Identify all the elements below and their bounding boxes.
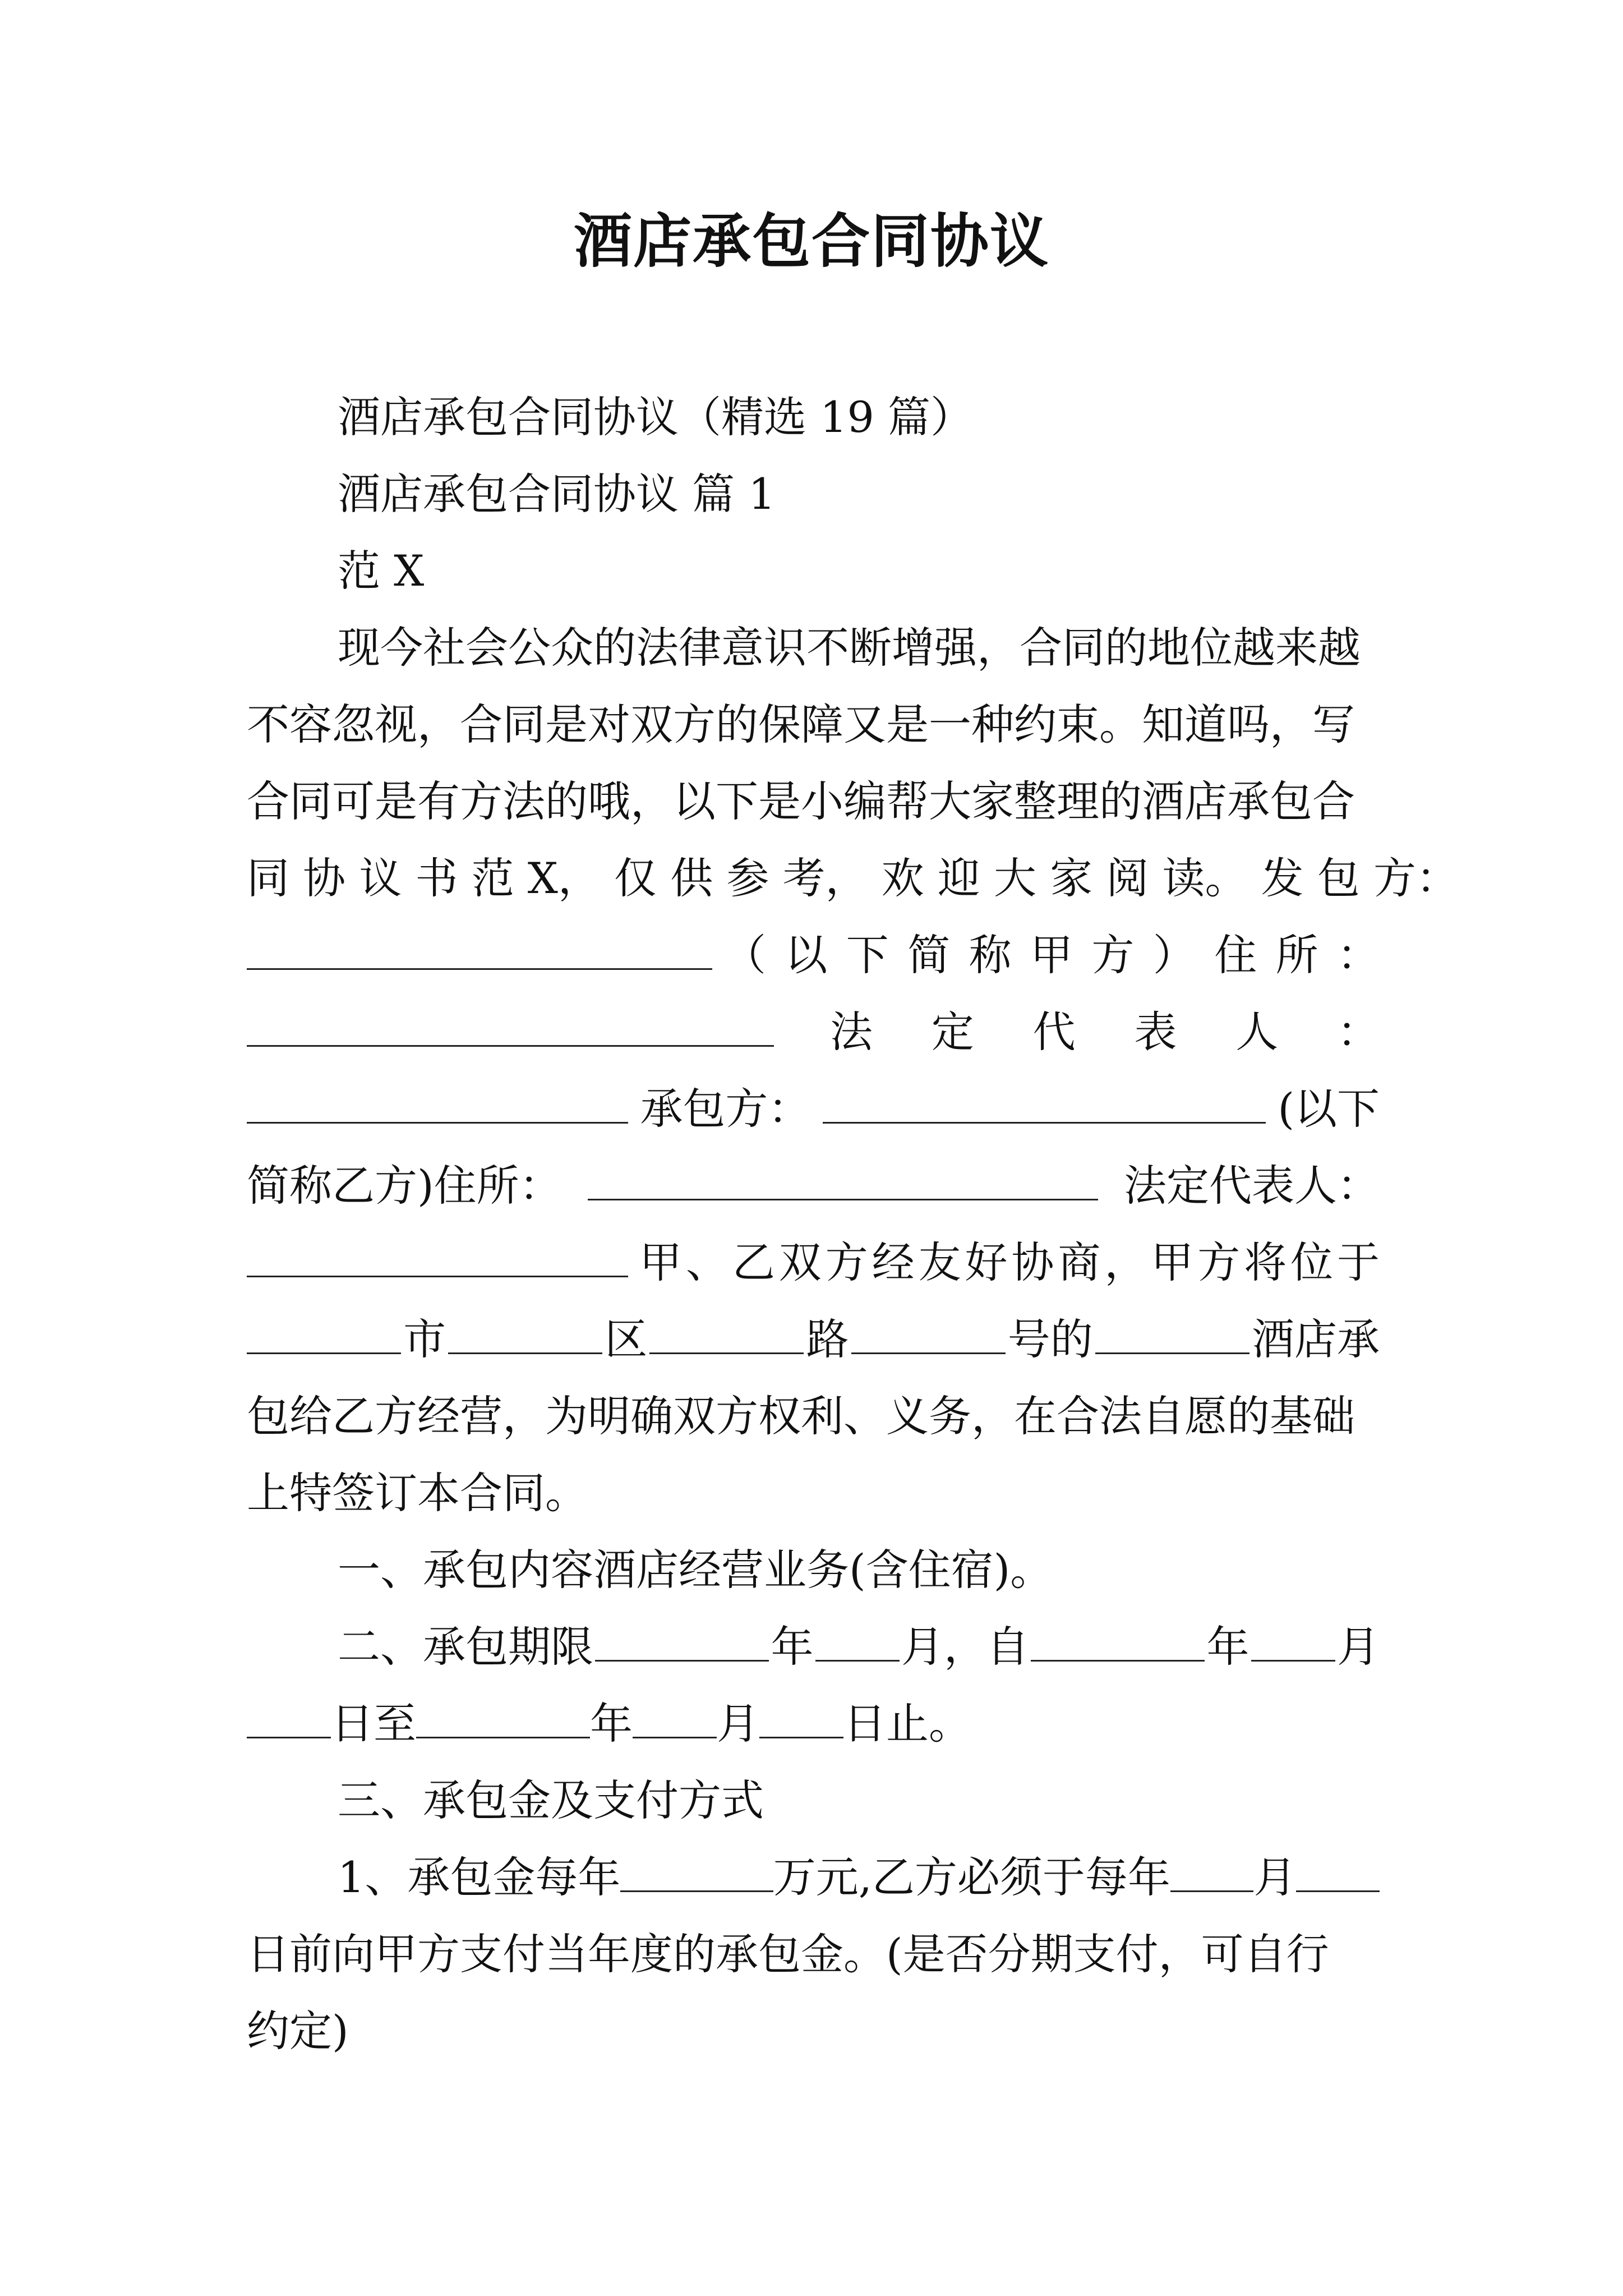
- month-label-3: 月: [717, 1699, 759, 1749]
- document-title: 酒店承包合同协议: [573, 206, 1049, 275]
- clause-3-1-line-2: 日前向甲方支付当年度的承包金。(是否分期支付，可自行: [247, 1929, 1329, 1979]
- address-city: 市: [403, 1314, 446, 1364]
- start-year-blank[interactable]: [595, 1611, 769, 1662]
- intro-line-1: 现今社会公众的法律意识不断增强，合同的地位越来越: [338, 623, 1361, 673]
- negotiation-text: 甲、乙双方经友好协商，甲方将位于: [639, 1237, 1380, 1287]
- annual-fee-blank[interactable]: [620, 1841, 773, 1892]
- clause-1: 一、承包内容酒店经营业务(含住宿)。: [338, 1545, 1053, 1595]
- number-blank[interactable]: [851, 1303, 1006, 1354]
- purpose-line-1: 包给乙方经营，为明确双方权利、义务，在合法自愿的基础: [247, 1391, 1355, 1441]
- clause-3-1-prefix: 1、承包金每年: [338, 1852, 621, 1902]
- subtitle: 酒店承包合同协议（精选 19 篇）: [338, 392, 974, 442]
- legal-rep-label-2: 法定代表人：: [1124, 1161, 1380, 1211]
- payment-month-blank[interactable]: [1170, 1841, 1254, 1892]
- from-year-blank[interactable]: [1031, 1611, 1205, 1662]
- contractor-label: 承包方：: [640, 1084, 811, 1134]
- section-heading: 酒店承包合同协议 篇 1: [338, 469, 776, 519]
- clause-2-line-2: [247, 1685, 1380, 1762]
- party-b-line: [247, 1147, 1380, 1224]
- intro-line-3: 合同可是有方法的哦，以下是小编帮大家整理的酒店承包合: [247, 776, 1355, 826]
- legal-rep-line: [247, 993, 1380, 1070]
- from-month-blank[interactable]: [1251, 1611, 1335, 1662]
- month-label-2: 月: [1337, 1622, 1380, 1672]
- end-day-blank[interactable]: [759, 1687, 843, 1738]
- end-month-blank[interactable]: [633, 1687, 717, 1738]
- negotiation-line: [247, 1224, 1380, 1301]
- contractor-name-blank[interactable]: [823, 1073, 1266, 1124]
- district-blank[interactable]: [448, 1303, 602, 1354]
- year-label-3: 年: [590, 1699, 633, 1749]
- year-label-2: 年: [1206, 1622, 1249, 1672]
- party-b-rep-blank[interactable]: [247, 1226, 628, 1277]
- address-hotel: 酒店承: [1251, 1314, 1380, 1364]
- clause-3-1-line-1: [247, 1839, 1380, 1916]
- contractor-abbrev-start: (以下: [1278, 1084, 1380, 1134]
- party-b-address-blank[interactable]: [588, 1149, 1098, 1200]
- month-from-label: 月，自: [901, 1622, 1029, 1672]
- road-blank[interactable]: [649, 1303, 804, 1354]
- city-blank[interactable]: [247, 1303, 401, 1354]
- start-month-blank[interactable]: [815, 1611, 900, 1662]
- party-a-address-blank[interactable]: [247, 996, 774, 1047]
- address-number: 号的: [1007, 1314, 1093, 1364]
- month-label-4: 月: [1253, 1852, 1297, 1902]
- address-district: 区: [605, 1314, 648, 1364]
- party-b-abbrev: 简称乙方)住所：: [247, 1161, 562, 1211]
- clause-3: 三、承包金及支付方式: [338, 1775, 764, 1825]
- year-label: 年: [771, 1622, 814, 1672]
- contractor-line: [247, 1070, 1380, 1147]
- clause-2-line-1: [247, 1608, 1380, 1685]
- sample-label: 范 X: [338, 546, 425, 596]
- address-line: [247, 1301, 1380, 1378]
- party-a-line: [247, 917, 1380, 993]
- day-to-label: 日至: [331, 1699, 416, 1749]
- payment-day-blank[interactable]: [1296, 1841, 1380, 1892]
- purpose-line-2: 上特签订本合同。: [247, 1468, 588, 1518]
- party-a-abbrev: （ 以 下 简 称 甲 方 ） 住 所 ：: [723, 930, 1380, 980]
- clause-2-prefix: 二、承包期限: [338, 1622, 593, 1672]
- party-a-name-blank[interactable]: [247, 919, 712, 970]
- party-a-rep-blank[interactable]: [247, 1073, 628, 1124]
- legal-rep-label: 法 定 代 表 人 ：: [830, 1007, 1380, 1057]
- intro-line-4: 同 协 议 书 范 X， 仅 供 参 考， 欢 迎 大 家 阅 读。 发 包 方：: [247, 853, 1459, 903]
- from-day-blank[interactable]: [247, 1687, 331, 1738]
- hotel-name-blank[interactable]: [1095, 1303, 1249, 1354]
- clause-3-1-line-3: 约定): [247, 2006, 349, 2056]
- intro-line-2: 不容忽视，合同是对双方的保障又是一种约束。知道吗，写: [247, 700, 1355, 749]
- clause-3-1-mid: 万元,乙方必须于每年: [773, 1852, 1170, 1902]
- end-year-blank[interactable]: [416, 1687, 590, 1738]
- address-road: 路: [806, 1314, 849, 1364]
- day-end-label: 日止。: [843, 1699, 971, 1749]
